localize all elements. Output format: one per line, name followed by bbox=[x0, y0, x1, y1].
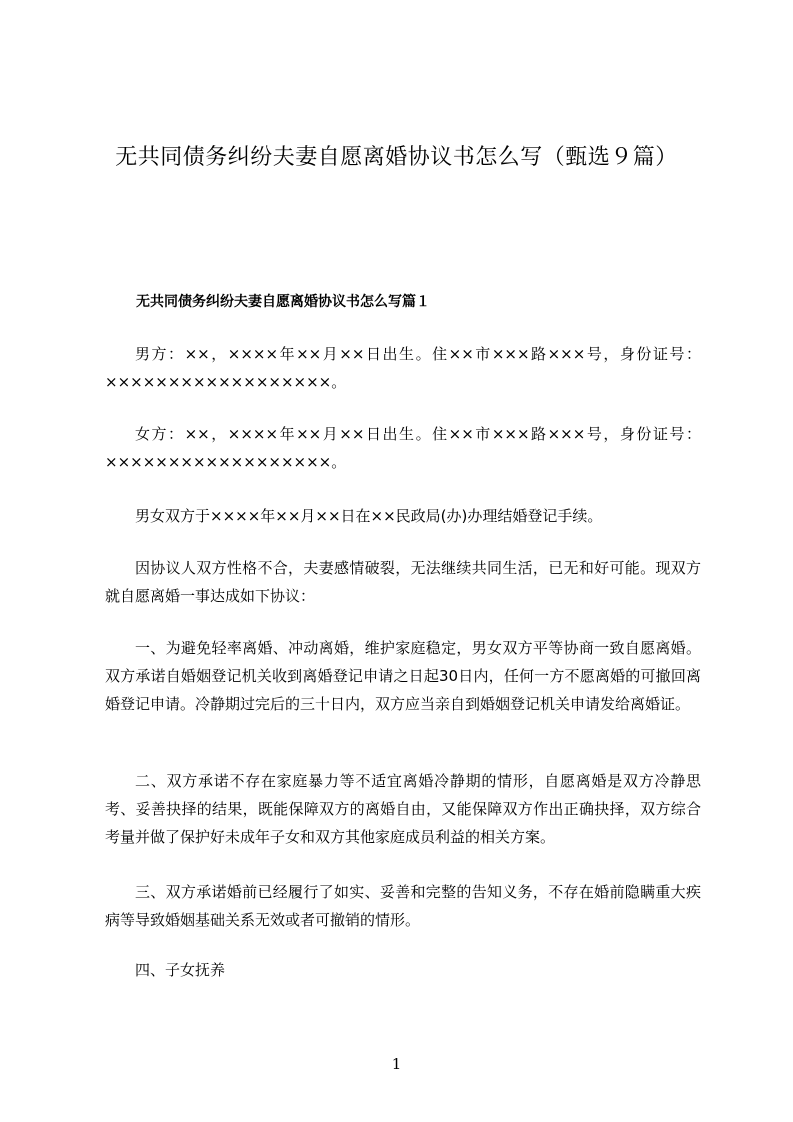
paragraph-clause-1: 一、为避免轻率离婚、冲动离婚，维护家庭稳定，男女双方平等协商一致自愿离婚。双方承诺自婚姻登记机关收到离婚登记申请之日起30日内，任何一方不愿离婚的可撤回离婚登记申请。冷静期过完后的三十日内，双方应当亲自到婚姻登记机关申请发给离婚证。 bbox=[105, 639, 701, 713]
paragraph-clause-2: 二、双方承诺不存在家庭暴力等不适宜离婚冷静期的情形，自愿离婚是双方冷静思考、妥善抉择的结果，既能保障双方的离婚自由，又能保障双方作出正确抉择，双方综合考量并做了保护好未成年子女和双方其他家庭成员利益的相关方案。 bbox=[105, 772, 701, 846]
paragraph-male-party: 男方：××，××××年××月××日出生。住××市×××路×××号，身份证号：××××××××××××××××××。 bbox=[105, 345, 701, 391]
page-number: 1 bbox=[391, 1055, 402, 1073]
document-title: 无共同债务纠纷夫妻自愿离婚协议书怎么写（甄选９篇） bbox=[115, 145, 678, 170]
section-title: 无共同债务纠纷夫妻自愿离婚协议书怎么写篇１ bbox=[136, 294, 430, 310]
paragraph-reason: 因协议人双方性格不合，夫妻感情破裂，无法继续共同生活，已无和好可能。现双方就自愿离婚一事达成如下协议： bbox=[105, 559, 701, 605]
paragraph-marriage-registration: 男女双方于××××年××月××日在××民政局(办)办理结婚登记手续。 bbox=[135, 507, 603, 525]
paragraph-female-party: 女方：××，××××年××月××日出生。住××市×××路×××号，身份证号：××××××××××××××××××。 bbox=[105, 425, 701, 471]
paragraph-clause-3: 三、双方承诺婚前已经履行了如实、妥善和完整的告知义务，不存在婚前隐瞒重大疾病等导致婚姻基础关系无效或者可撤销的情形。 bbox=[105, 883, 701, 929]
paragraph-clause-4-heading: 四、子女抚养 bbox=[135, 961, 226, 979]
